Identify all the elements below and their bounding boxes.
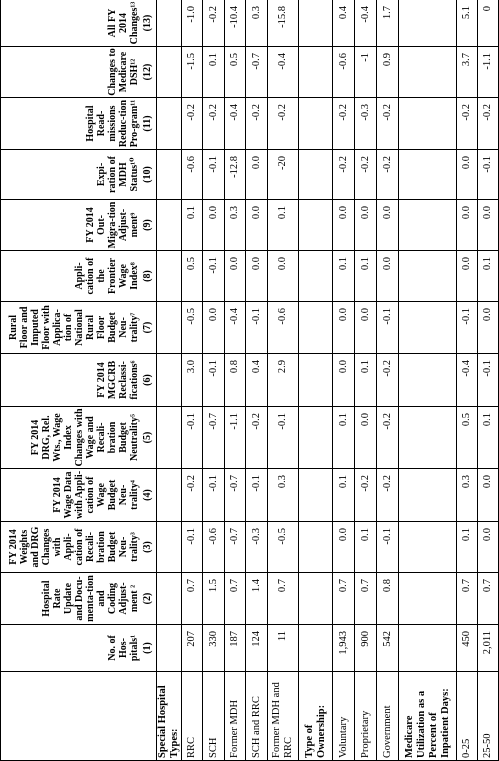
value-cell: -0.7 bbox=[203, 407, 225, 469]
value-cell: 0.8 bbox=[225, 354, 246, 407]
value-cell: 1.7 bbox=[377, 0, 399, 47]
value-cell: -0.6 bbox=[182, 150, 203, 200]
column-header bbox=[1, 200, 157, 251]
value-cell bbox=[157, 302, 182, 354]
column-header-label: Expi-ration of MDH Status¹⁰ bbox=[96, 156, 140, 193]
value-cell bbox=[299, 98, 333, 150]
section-label: Type of Ownership: bbox=[299, 672, 333, 761]
value-cell: -0.4 bbox=[225, 302, 246, 354]
value-cell: -0.2 bbox=[182, 98, 203, 150]
value-cell: 0.1 bbox=[333, 407, 355, 469]
value-cell bbox=[399, 0, 457, 47]
value-cell: 0 bbox=[478, 0, 499, 47]
table-row bbox=[333, 0, 355, 761]
value-cell: 1.5 bbox=[203, 573, 225, 625]
column-header-number: (6) bbox=[142, 374, 153, 386]
value-cell bbox=[399, 469, 457, 522]
row-label: Government bbox=[377, 672, 399, 761]
column-header-label: FY 2014 Weights and DRG Changes with Appli-cation of Recali-bration Budget Neu-trality³ bbox=[8, 526, 140, 568]
value-cell: -0.1 bbox=[203, 150, 225, 200]
value-cell: 0.7 bbox=[225, 573, 246, 625]
value-cell: 0.5 bbox=[457, 407, 478, 469]
value-cell bbox=[299, 354, 333, 407]
value-cell: -0.2 bbox=[182, 469, 203, 522]
value-cell: -0.5 bbox=[182, 302, 203, 354]
header-label-cell bbox=[1, 672, 157, 761]
table-row bbox=[478, 0, 499, 761]
value-cell: -0.1 bbox=[203, 251, 225, 302]
value-cell: -0.1 bbox=[478, 150, 499, 200]
value-cell: -0.1 bbox=[246, 469, 268, 522]
column-header bbox=[1, 98, 157, 150]
table-row bbox=[182, 0, 203, 761]
value-cell: -0.2 bbox=[203, 98, 225, 150]
value-cell: 0.7 bbox=[268, 573, 299, 625]
value-cell: -0.1 bbox=[377, 522, 399, 573]
value-cell: 0.9 bbox=[377, 47, 399, 98]
value-cell: 0.0 bbox=[355, 302, 377, 354]
value-cell bbox=[399, 407, 457, 469]
column-header bbox=[1, 625, 157, 672]
column-header bbox=[1, 302, 157, 354]
row-label: RRC bbox=[182, 672, 203, 761]
value-cell: -0.2 bbox=[377, 407, 399, 469]
value-cell bbox=[157, 0, 182, 47]
value-cell: 0.0 bbox=[203, 302, 225, 354]
section-row bbox=[399, 0, 457, 761]
value-cell: -0.2 bbox=[355, 150, 377, 200]
value-cell bbox=[399, 47, 457, 98]
column-header-number: (10) bbox=[142, 166, 153, 183]
value-cell: 0.0 bbox=[333, 354, 355, 407]
value-cell bbox=[399, 150, 457, 200]
value-cell: 0.0 bbox=[377, 200, 399, 251]
value-cell: 0.1 bbox=[355, 251, 377, 302]
value-cell: -0.2 bbox=[268, 98, 299, 150]
value-cell: 0.3 bbox=[225, 200, 246, 251]
table-row bbox=[203, 0, 225, 761]
value-cell: -0.6 bbox=[268, 302, 299, 354]
value-cell: 0.1 bbox=[203, 47, 225, 98]
value-cell: 0.3 bbox=[268, 469, 299, 522]
header-row bbox=[1, 0, 157, 761]
value-cell: 0.0 bbox=[457, 200, 478, 251]
value-cell: -0.4 bbox=[355, 0, 377, 47]
column-header-label: All FY 2014 Changes¹³ bbox=[107, 1, 140, 45]
value-cell: 0.7 bbox=[333, 573, 355, 625]
value-cell: -0.4 bbox=[457, 354, 478, 407]
value-cell bbox=[157, 469, 182, 522]
value-cell: -1.5 bbox=[182, 47, 203, 98]
value-cell: 11 bbox=[268, 625, 299, 672]
value-cell: 1,943 bbox=[333, 625, 355, 672]
value-cell: 2,011 bbox=[478, 625, 499, 672]
value-cell: 0.1 bbox=[457, 522, 478, 573]
value-cell bbox=[399, 98, 457, 150]
value-cell: 0.0 bbox=[478, 522, 499, 573]
column-header-label: Changes to Medicare DSH¹² bbox=[107, 48, 140, 96]
value-cell: 2.9 bbox=[268, 354, 299, 407]
table-row bbox=[225, 0, 246, 761]
value-cell bbox=[299, 469, 333, 522]
value-cell: -1.1 bbox=[225, 407, 246, 469]
section-label: Special Hospital Types: bbox=[157, 672, 182, 761]
value-cell: 0.0 bbox=[355, 200, 377, 251]
value-cell bbox=[157, 573, 182, 625]
value-cell: -15.8 bbox=[268, 0, 299, 47]
value-cell bbox=[157, 47, 182, 98]
row-label: Voluntary bbox=[333, 672, 355, 761]
column-header bbox=[1, 354, 157, 407]
value-cell: 330 bbox=[203, 625, 225, 672]
value-cell bbox=[157, 625, 182, 672]
table-row bbox=[377, 0, 399, 761]
value-cell: -0.6 bbox=[333, 47, 355, 98]
value-cell bbox=[157, 98, 182, 150]
value-cell: -0.2 bbox=[377, 469, 399, 522]
value-cell: -0.2 bbox=[246, 98, 268, 150]
value-cell bbox=[299, 522, 333, 573]
value-cell: -0.2 bbox=[246, 407, 268, 469]
value-cell: 0.0 bbox=[355, 407, 377, 469]
value-cell: -0.4 bbox=[225, 98, 246, 150]
value-cell bbox=[299, 251, 333, 302]
row-label: SCH bbox=[203, 672, 225, 761]
value-cell bbox=[299, 302, 333, 354]
column-header bbox=[1, 150, 157, 200]
value-cell: 0.8 bbox=[377, 573, 399, 625]
value-cell: -0.1 bbox=[203, 354, 225, 407]
value-cell bbox=[299, 407, 333, 469]
value-cell: -0.2 bbox=[203, 0, 225, 47]
value-cell: 5.1 bbox=[457, 0, 478, 47]
value-cell: 450 bbox=[457, 625, 478, 672]
value-cell: -0.1 bbox=[457, 302, 478, 354]
value-cell: -0.2 bbox=[333, 98, 355, 150]
value-cell: 0.7 bbox=[478, 573, 499, 625]
table-row bbox=[246, 0, 268, 761]
column-header-number: (13) bbox=[142, 14, 153, 32]
value-cell bbox=[399, 200, 457, 251]
value-cell: -10.4 bbox=[225, 0, 246, 47]
row-label: 0-25 bbox=[457, 672, 478, 761]
column-header-number: (3) bbox=[142, 541, 153, 553]
value-cell: -0.1 bbox=[182, 522, 203, 573]
row-label: Former MDH bbox=[225, 672, 246, 761]
value-cell: -0.1 bbox=[478, 354, 499, 407]
column-header-number: (5) bbox=[142, 431, 153, 444]
column-header-label: FY 2014 MGCRB Reclassi-fications⁶ bbox=[96, 360, 140, 400]
value-cell: 124 bbox=[246, 625, 268, 672]
value-cell bbox=[157, 354, 182, 407]
value-cell: 0.1 bbox=[478, 407, 499, 469]
column-header-label: Hospital Read-missions Reduc-tion Pro-gram¹¹ bbox=[85, 99, 140, 148]
value-cell: 207 bbox=[182, 625, 203, 672]
column-header-number: (1) bbox=[142, 642, 153, 654]
section-row bbox=[299, 0, 333, 761]
column-header bbox=[1, 469, 157, 522]
value-cell bbox=[399, 251, 457, 302]
value-cell: 0.1 bbox=[355, 354, 377, 407]
value-cell: -0.4 bbox=[268, 47, 299, 98]
value-cell: -20 bbox=[268, 150, 299, 200]
value-cell: 0.0 bbox=[246, 251, 268, 302]
value-cell: 0.7 bbox=[182, 573, 203, 625]
value-cell: -0.5 bbox=[268, 522, 299, 573]
value-cell bbox=[299, 0, 333, 47]
value-cell: 0.0 bbox=[333, 200, 355, 251]
value-cell bbox=[399, 302, 457, 354]
value-cell: 0.5 bbox=[225, 47, 246, 98]
value-cell: -0.3 bbox=[355, 98, 377, 150]
value-cell: 0.7 bbox=[355, 573, 377, 625]
table-row bbox=[355, 0, 377, 761]
value-cell bbox=[399, 522, 457, 573]
value-cell bbox=[157, 251, 182, 302]
value-cell: 0.0 bbox=[246, 150, 268, 200]
column-header-label: No. of Hos-pitals¹ bbox=[107, 634, 140, 662]
section-label: Medicare Utilization as a Percent of Inpatient Days: bbox=[399, 672, 457, 761]
value-cell: 0.0 bbox=[246, 200, 268, 251]
row-label: Former MDH and RRC bbox=[268, 672, 299, 761]
value-cell bbox=[157, 200, 182, 251]
value-cell: 3.0 bbox=[182, 354, 203, 407]
value-cell: -0.2 bbox=[457, 98, 478, 150]
column-header-number: (8) bbox=[142, 270, 153, 282]
value-cell: -0.1 bbox=[377, 302, 399, 354]
value-cell: -12.8 bbox=[225, 150, 246, 200]
value-cell bbox=[399, 573, 457, 625]
value-cell: 542 bbox=[377, 625, 399, 672]
value-cell bbox=[299, 625, 333, 672]
value-cell: 0.0 bbox=[478, 302, 499, 354]
column-header-number: (11) bbox=[142, 115, 153, 132]
table-row bbox=[268, 0, 299, 761]
value-cell: 1.4 bbox=[246, 573, 268, 625]
value-cell: -1 bbox=[355, 47, 377, 98]
value-cell: -0.2 bbox=[377, 98, 399, 150]
value-cell: 0.4 bbox=[246, 354, 268, 407]
value-cell: -0.7 bbox=[246, 47, 268, 98]
value-cell: -0.2 bbox=[377, 150, 399, 200]
column-header-label: Hospital Rate Update and Docu-menta-tion and Coding Adjust-ment ² bbox=[41, 575, 140, 622]
value-cell: 0.1 bbox=[333, 251, 355, 302]
value-cell: 0.0 bbox=[203, 200, 225, 251]
column-header bbox=[1, 573, 157, 625]
value-cell: 0.0 bbox=[377, 251, 399, 302]
value-cell: -0.1 bbox=[182, 407, 203, 469]
value-cell: 0.1 bbox=[478, 251, 499, 302]
value-cell: 0.0 bbox=[478, 200, 499, 251]
value-cell: -0.6 bbox=[203, 522, 225, 573]
value-cell: 0.1 bbox=[355, 522, 377, 573]
value-cell bbox=[299, 150, 333, 200]
column-header bbox=[1, 0, 157, 47]
table-row bbox=[457, 0, 478, 761]
value-cell: 0.1 bbox=[182, 200, 203, 251]
value-cell: -0.2 bbox=[355, 469, 377, 522]
value-cell: -0.7 bbox=[225, 469, 246, 522]
value-cell: 0.3 bbox=[246, 0, 268, 47]
value-cell: 0.0 bbox=[268, 251, 299, 302]
column-header-label: Appli-cation of the Frontier Wage Index⁸ bbox=[74, 257, 140, 295]
column-header-number: (4) bbox=[142, 489, 153, 501]
column-header-label: FY 2014 Out-Migra-tion Adjust-ment⁹ bbox=[85, 201, 140, 249]
column-header-label: FY 2014 DRG, Rel. Wts., Wage Index Changes with Wage and Recali-bration Budget Neutrality⁵ bbox=[30, 408, 140, 467]
value-cell: -0.3 bbox=[246, 522, 268, 573]
value-cell: 0.3 bbox=[457, 469, 478, 522]
value-cell: -0.2 bbox=[478, 98, 499, 150]
row-label: SCH and RRC bbox=[246, 672, 268, 761]
value-cell bbox=[399, 354, 457, 407]
value-cell: 0.7 bbox=[457, 573, 478, 625]
value-cell bbox=[299, 573, 333, 625]
value-cell bbox=[299, 200, 333, 251]
value-cell: 0.1 bbox=[268, 200, 299, 251]
value-cell bbox=[157, 150, 182, 200]
value-cell: -0.1 bbox=[203, 469, 225, 522]
value-cell: 3.7 bbox=[457, 47, 478, 98]
column-header bbox=[1, 522, 157, 573]
value-cell: -0.2 bbox=[333, 150, 355, 200]
column-header-number: (9) bbox=[142, 219, 153, 231]
column-header-number: (2) bbox=[142, 592, 153, 605]
section-row bbox=[157, 0, 182, 761]
value-cell bbox=[157, 407, 182, 469]
value-cell: -1.1 bbox=[478, 47, 499, 98]
column-header bbox=[1, 407, 157, 469]
value-cell bbox=[299, 47, 333, 98]
value-cell: 0.0 bbox=[333, 522, 355, 573]
column-header-number: (12) bbox=[142, 63, 153, 81]
value-cell: -0.2 bbox=[377, 354, 399, 407]
value-cell: 0.4 bbox=[333, 0, 355, 47]
value-cell: 0.0 bbox=[333, 302, 355, 354]
table-body bbox=[157, 0, 499, 761]
value-cell: -0.1 bbox=[268, 407, 299, 469]
value-cell: 187 bbox=[225, 625, 246, 672]
column-header-label: Rural Floor and Imputed Floor with Applica-tion of National Rural Floor Budget Neu-trality⁷ bbox=[8, 305, 140, 350]
row-label: 25-50 bbox=[478, 672, 499, 761]
column-header-number: (7) bbox=[142, 321, 153, 334]
column-header-label: FY 2014 Wage Data with Appli-cation of Wage Budget Neu-trality⁴ bbox=[52, 470, 140, 520]
column-header bbox=[1, 251, 157, 302]
column-header bbox=[1, 47, 157, 98]
value-cell: 0.0 bbox=[457, 251, 478, 302]
value-cell bbox=[399, 625, 457, 672]
value-cell: 0.0 bbox=[225, 251, 246, 302]
row-label: Proprietary bbox=[355, 672, 377, 761]
value-cell: 0.0 bbox=[457, 150, 478, 200]
value-cell: 0.0 bbox=[478, 469, 499, 522]
value-cell: -0.7 bbox=[225, 522, 246, 573]
value-cell bbox=[157, 522, 182, 573]
value-cell: 0.5 bbox=[182, 251, 203, 302]
value-cell: -0.1 bbox=[246, 302, 268, 354]
value-cell: 0.1 bbox=[333, 469, 355, 522]
value-cell: 900 bbox=[355, 625, 377, 672]
value-cell: -1.0 bbox=[182, 0, 203, 47]
